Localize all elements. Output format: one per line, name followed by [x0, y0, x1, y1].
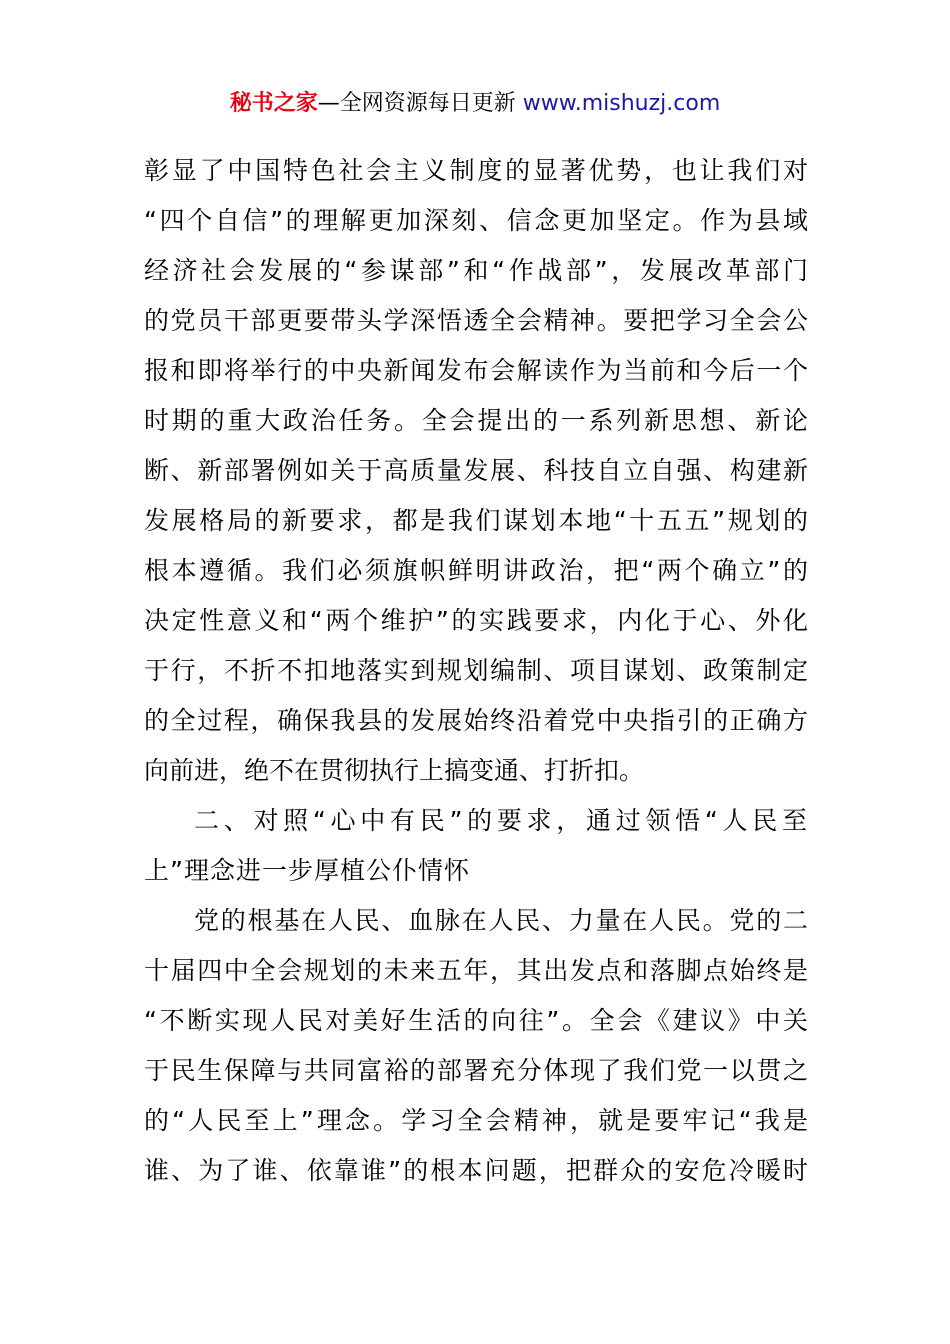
document-body — [144, 146, 808, 1196]
text-line: 的党员干部更要带头学深悟透全会精神。要把学习全会公 — [144, 306, 808, 335]
site-name: 秘书之家 — [229, 91, 318, 116]
header-tagline: —全网资源每日更新 — [317, 91, 523, 116]
text-line: 的“人民至上”理念。学习全会精神，就是要牢记“我是 — [144, 1106, 808, 1135]
text-line: 党的根基在人民、血脉在人民、力量在人民。党的二 — [194, 906, 808, 935]
text-line: 报和即将举行的中央新闻发布会解读作为当前和今后一个 — [144, 356, 808, 385]
text-line: 谁、为了谁、依靠谁”的根本问题，把群众的安危冷暖时 — [144, 1156, 808, 1185]
text-line: 根本遵循。我们必须旗帜鲜明讲政治，把“两个确立”的 — [144, 556, 808, 585]
text-line: 决定性意义和“两个维护”的实践要求，内化于心、外化 — [144, 606, 808, 635]
site-url-link[interactable]: www.mishuzj.com — [522, 91, 721, 116]
text-line: 彰显了中国特色社会主义制度的显著优势，也让我们对 — [144, 156, 808, 185]
text-line: “四个自信”的理解更加深刻、信念更加坚定。作为县域 — [144, 206, 808, 235]
section-heading-line: 二、对照“心中有民”的要求，通过领悟“人民至 — [194, 806, 808, 835]
text-line: 断、新部署例如关于高质量发展、科技自立自强、构建新 — [144, 456, 808, 485]
text-line: 向前进，绝不在贯彻执行上搞变通、打折扣。 — [144, 756, 645, 785]
page-header — [0, 88, 950, 120]
text-line: 十届四中全会规划的未来五年，其出发点和落脚点始终是 — [144, 956, 808, 985]
text-line: 时期的重大政治任务。全会提出的一系列新思想、新论 — [144, 406, 808, 435]
text-line: “不断实现人民对美好生活的向往”。全会《建议》中关 — [144, 1006, 808, 1035]
text-line: 的全过程，确保我县的发展始终沿着党中央指引的正确方 — [144, 706, 808, 735]
section-heading-line: 上”理念进一步厚植公仆情怀 — [144, 856, 470, 885]
text-line: 于行，不折不扣地落实到规划编制、项目谋划、政策制定 — [144, 656, 808, 685]
text-line: 于民生保障与共同富裕的部署充分体现了我们党一以贯之 — [144, 1056, 808, 1085]
text-line: 发展格局的新要求，都是我们谋划本地“十五五”规划的 — [144, 506, 808, 535]
text-line: 经济社会发展的“参谋部”和“作战部”，发展改革部门 — [144, 256, 808, 285]
